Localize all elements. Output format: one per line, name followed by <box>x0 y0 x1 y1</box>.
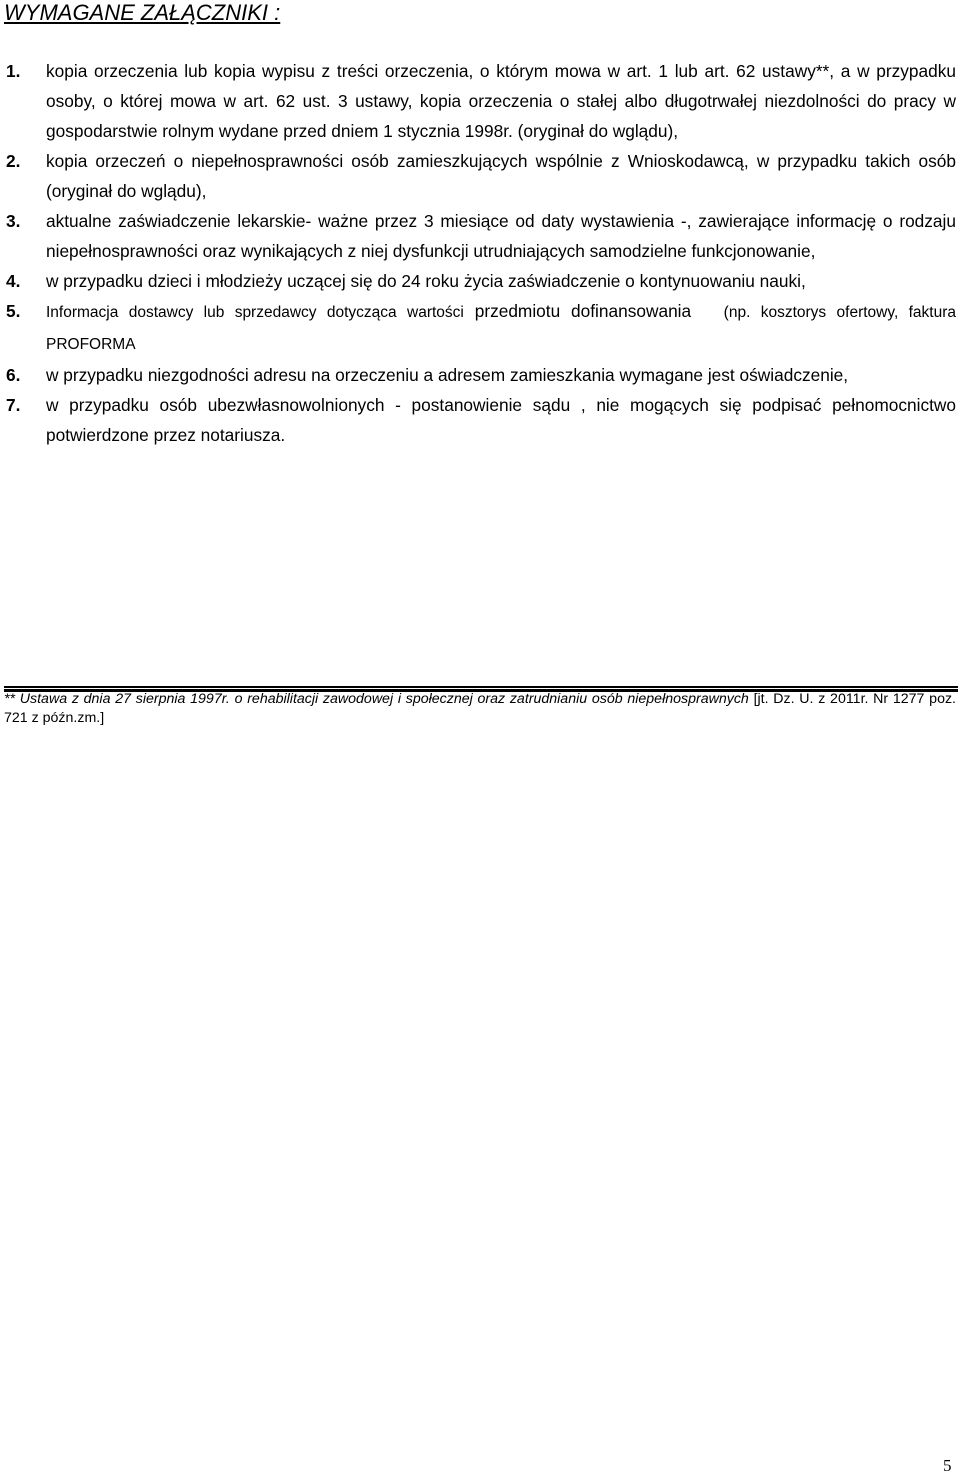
item-number: 6. <box>6 365 21 385</box>
item-number: 4. <box>6 271 21 291</box>
footnote-citation: [jt. Dz. U. z 2011r. Nr 1277 poz. 721 z późn.zm.] <box>4 691 957 726</box>
item-text: w przypadku dzieci i młodzieży uczącej się do 24 roku życia zaświadczenie o kontynuowaniu nauki, <box>46 271 806 291</box>
footnote <box>4 690 956 728</box>
item-text-part: (np. kosztorys ofertowy, faktura PROFORMA <box>46 304 956 353</box>
item-number: 2. <box>6 151 21 171</box>
list-item-6 <box>0 360 956 390</box>
list-item-1 <box>0 56 956 146</box>
item-text: aktualne zaświadczenie lekarskie- ważne przez 3 miesiące od daty wystawienia -, zawierające informację o rodzaju niepełnosprawności oraz wynikających z niej dysfunkcji utrudniających samodzielne funkcjonowanie, <box>46 211 956 261</box>
list-item-2 <box>0 146 956 206</box>
list-item-7 <box>0 390 956 450</box>
attachments-list <box>0 56 956 450</box>
item-number: 3. <box>6 211 21 231</box>
item-text: w przypadku niezgodności adresu na orzeczeniu a adresem zamieszkania wymagane jest oświadczenie, <box>46 365 849 385</box>
list-item-4 <box>0 266 956 296</box>
item-text: kopia orzeczeń o niepełnosprawności osób zamieszkujących wspólnie z Wnioskodawcą, w przypadku takich osób (oryginał do wglądu), <box>46 151 956 201</box>
footnote-separator <box>4 686 958 688</box>
item-text-part: przedmiotu dofinansowania <box>474 301 692 321</box>
item-text-part: Informacja dostawcy lub sprzedawcy dotycząca wartości <box>46 304 464 321</box>
page-title: WYMAGANE ZAŁĄCZNIKI : <box>4 0 281 25</box>
item-number: 1. <box>6 61 21 81</box>
list-item-5 <box>0 296 956 360</box>
item-number: 5. <box>6 301 21 321</box>
item-text: kopia orzeczenia lub kopia wypisu z treści orzeczenia, o którym mowa w art. 1 lub art. 62 ustawy**, a w przypadku osoby, o której mowa w art. 62 ust. 3 ustawy, kopia orzeczenia o stałej albo długotrwałej niezdolności do pracy w gospodarstwie rolnym wydane przed dniem 1 stycznia 1998r. (oryginał do wglądu), <box>46 61 956 141</box>
footnote-law-title: ** Ustawa z dnia 27 sierpnia 1997r. o rehabilitacji zawodowej i społecznej oraz zatrudnianiu osób niepełnosprawnych <box>4 691 749 707</box>
item-number: 7. <box>6 395 21 415</box>
page-number: 5 <box>943 1456 952 1475</box>
item-text: w przypadku osób ubezwłasnowolnionych - postanowienie sądu , nie mogących się podpisać pełnomocnictwo potwierdzone przez notariusza. <box>46 395 956 445</box>
item-text <box>46 296 956 360</box>
list-item-3 <box>0 206 956 266</box>
